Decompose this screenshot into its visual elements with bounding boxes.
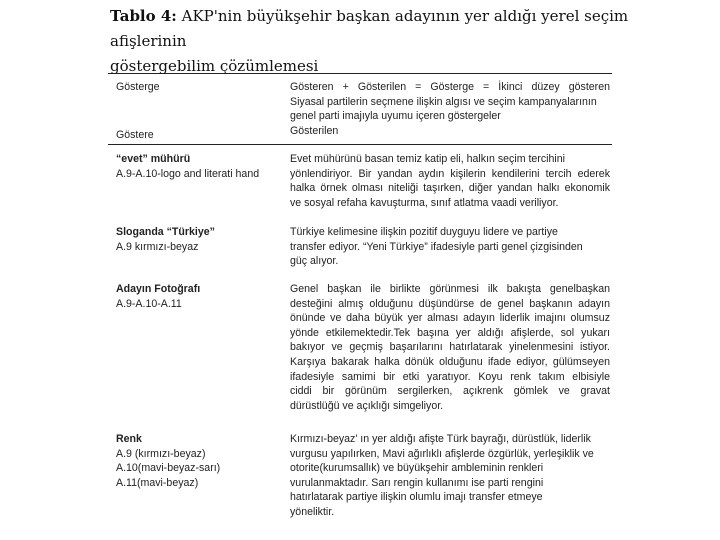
row-text-line: yöneliktir. xyxy=(290,505,335,518)
row-photo-label xyxy=(116,282,281,311)
header-description-line: Siyasal partilerin seçmene ilişkin algısı ve seçim kampanyalarının xyxy=(290,95,597,108)
row-code: A.9 (kırmızı-beyaz) xyxy=(116,447,206,460)
row-title: “evet” mühürü xyxy=(116,153,191,165)
row-code: A.9 kırmızı-beyaz xyxy=(116,240,199,253)
header-description-line: genel parti imajıyla uyumu içeren göstergeler xyxy=(290,110,501,123)
row-text-line: otorite(kurumsallık) ve büyükşehir ambleminin renkleri xyxy=(290,462,544,475)
header-gosterilen: Gösterilen xyxy=(290,124,339,137)
row-code: A.10(mavi-beyaz-sarı) xyxy=(116,462,221,475)
row-text-line: Karşıya bakarak halka dönük olduğunu ifade ediyor, gülümseyen xyxy=(290,355,610,368)
table-caption-text-2: göstergebilim çözümlemesi xyxy=(110,57,319,75)
table-top-rule xyxy=(108,73,612,74)
row-code: A.9-A.10-A.11 xyxy=(116,297,182,310)
row-title: Renk xyxy=(116,433,142,445)
table-caption-text-1: AKP'nin büyükşehir başkan adayının yer aldığı yerel seçim afişlerinin xyxy=(110,7,629,50)
table-caption xyxy=(110,4,630,79)
row-text-line: ifadesiyle samimi bir etki yaratıyor. Koyu renk takım elbisiyle xyxy=(290,370,610,383)
row-text-line: Türkiye kelimesine ilişkin pozitif duyguyu lidere ve partiye xyxy=(290,226,558,238)
row-text-line: halka örnek olması niteliği taşırken, diğer yandan halkı ekonomik xyxy=(290,182,610,195)
row-code: A.9-A.10-logo and literati hand xyxy=(116,167,260,180)
row-photo-text xyxy=(290,282,610,413)
row-evet-text xyxy=(290,152,610,210)
header-right xyxy=(290,80,610,138)
row-text-line: yönde etkilemektedir.Tek başına yer aldığı afişlerde, sol yukarı xyxy=(290,326,610,339)
row-text-line: vurgusu yapılırken, Mavi ağırlıklı afişlerde özgürlük, yerleşiklik ve xyxy=(290,447,594,460)
row-text-line: ciddi bir görünüm sergilerken, açıkrenk gömlek ve gravat xyxy=(290,385,610,398)
row-text-line: Genel başkan ile birlikte görünmesi ilk bakışta genelbaşkan xyxy=(290,283,610,295)
row-text-line: yönlendiriyor. Bir yandan aydın kişilerin kendilerini tercih ederek xyxy=(290,167,610,180)
row-color-text xyxy=(290,432,610,520)
row-color-label xyxy=(116,432,281,490)
row-text-line: Evet mühürünü basan temiz katip eli, halkın seçim tercihini xyxy=(290,153,565,165)
row-title: Sloganda “Türkiye” xyxy=(116,226,215,238)
row-text-line: desteğini almış olduğunu düşündürse de genel başkanın adayın xyxy=(290,297,610,310)
row-text-line: güç alıyor. xyxy=(290,255,339,268)
row-text-line: Kırmızı-beyaz' ın yer aldığı afişte Türk bayrağı, dürüstlük, liderlik xyxy=(290,433,591,445)
row-slogan-label xyxy=(116,225,281,254)
header-gosterge: Gösterge xyxy=(116,81,160,93)
row-evet-label xyxy=(116,152,281,181)
table-label: Tablo 4: xyxy=(110,7,177,25)
row-code: A.11(mavi-beyaz) xyxy=(116,476,199,489)
row-text-line: transfer ediyor. “Yeni Türkiye” ifadesiyle parti genel çizgisinden xyxy=(290,240,583,253)
header-gostere: Göstere xyxy=(116,129,154,141)
row-title: Adayın Fotoğrafı xyxy=(116,283,201,295)
row-text-line: bakıyor ve geçmiş başarılarını hatırlatarak yinelenmesini istiyor. xyxy=(290,341,610,354)
row-slogan-text xyxy=(290,225,610,269)
row-text-line: vurulanmaktadır. Sarı rengin kullanımı ise parti rengini xyxy=(290,476,544,489)
row-text-line: dürüstlüğü ve açıklığı simgeliyor. xyxy=(290,399,444,412)
row-text-line: ve sosyal refaha kavuşturma, sınıf atlatma vaadi veriliyor. xyxy=(290,196,559,209)
row-text-line: önünde ve daha büyük yer alması adayın liderlik imajını olumsuz xyxy=(290,312,610,325)
header-bottom-rule xyxy=(108,144,612,145)
row-text-line: hatırlatarak partiye ilişkin olumlu imajı transfer etmeye xyxy=(290,491,543,504)
header-formula: Gösteren + Gösterilen = Gösterge = İkinci düzey gösteren xyxy=(290,81,610,93)
